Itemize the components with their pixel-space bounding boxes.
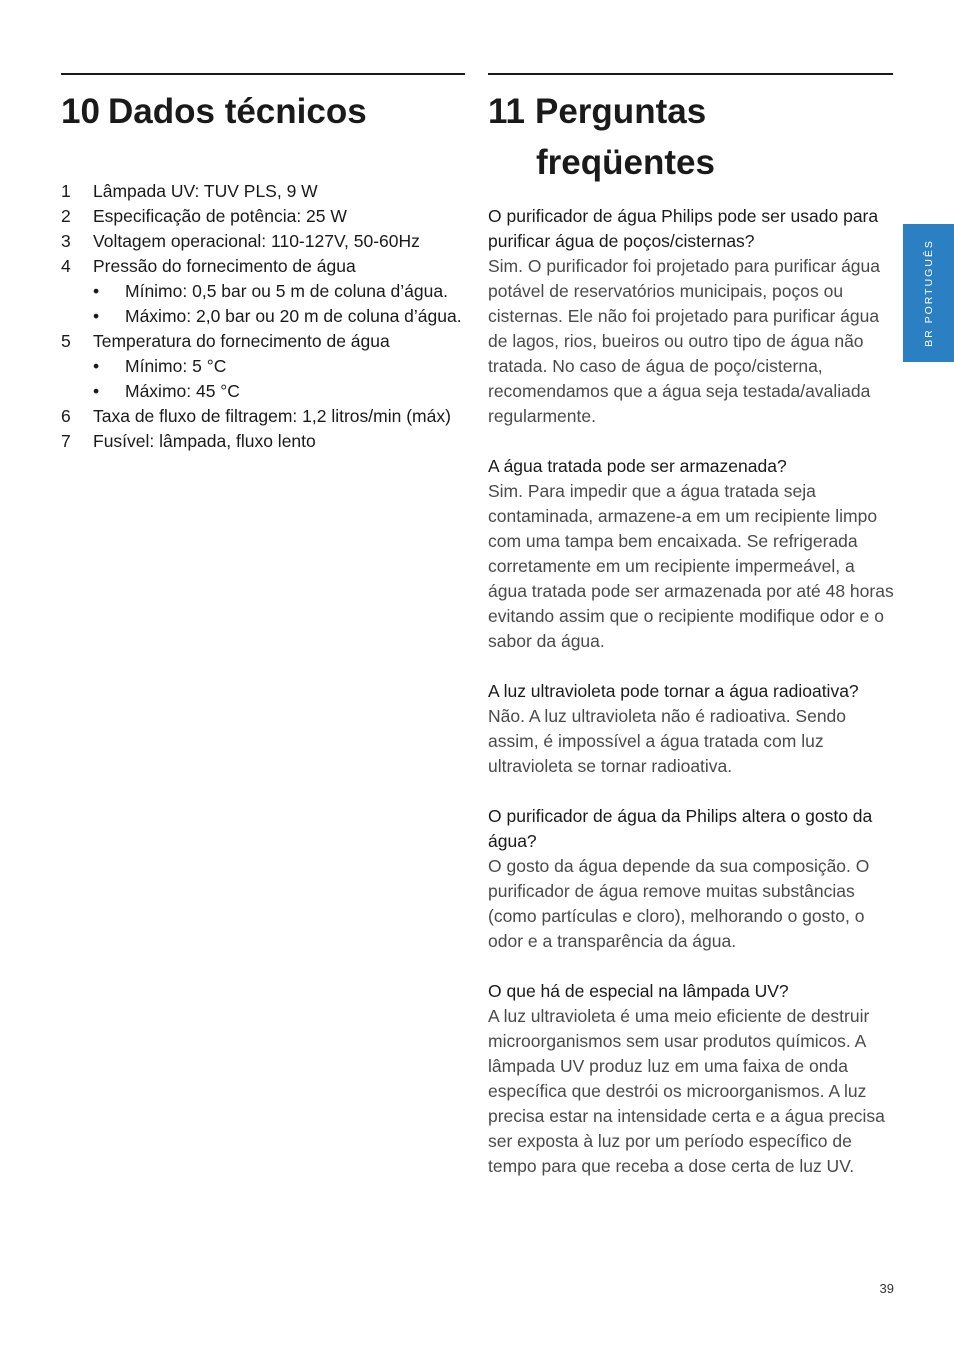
language-tab (903, 224, 954, 362)
faq-question: A água tratada pode ser armazenada? (488, 456, 787, 476)
spec-item (61, 329, 471, 354)
section-title-faq (488, 86, 715, 188)
spec-number: 6 (61, 406, 71, 426)
faq-item (488, 204, 898, 429)
faq-answer: O gosto da água depende da sua composição. O purificador de água remove muitas substâncias (como partículas e cloro), melhorando o gosto, o odor e a transparência da água. (488, 856, 870, 951)
spec-subitem (61, 279, 471, 304)
right-header-rule (488, 73, 893, 75)
faq-answer: Não. A luz ultravioleta não é radioativa. Sendo assim, é impossível a água tratada com luz ultravioleta se tornar radioativa. (488, 706, 847, 776)
section-number: 10 (61, 92, 100, 131)
spec-text: Especificação de potência: 25 W (93, 206, 347, 226)
spec-item (61, 204, 471, 229)
spec-text: Temperatura do fornecimento de água (93, 331, 390, 351)
spec-number: 1 (61, 181, 71, 201)
spec-item (61, 429, 471, 454)
spec-text: Voltagem operacional: 110-127V, 50-60Hz (93, 231, 420, 251)
faq-question: A luz ultravioleta pode tornar a água radioativa? (488, 681, 859, 701)
section-number: 11 (488, 92, 525, 131)
spec-item (61, 404, 471, 429)
faq-question: O purificador de água da Philips altera o gosto da água? (488, 806, 873, 851)
bullet-icon: • (93, 281, 100, 301)
faq-question: O purificador de água Philips pode ser usado para purificar água de poços/cisternas? (488, 206, 879, 251)
faq-item (488, 979, 898, 1179)
faq-item (488, 679, 898, 779)
faq-question: O que há de especial na lâmpada UV? (488, 981, 789, 1001)
spec-subitem (61, 354, 471, 379)
spec-number: 5 (61, 331, 71, 351)
faq-item (488, 454, 898, 654)
spec-subitem (61, 304, 471, 329)
faq-answer: Sim. Para impedir que a água tratada seja contaminada, armazene-a em um recipiente limpo com uma tampa bem encaixada. Se refrigerada corretamente em um recipiente impermeável, a água tratada pode ser armazenada por até 48 horas evitando assim que o recipiente modifique odor e o sabor da água. (488, 481, 894, 651)
spec-subitem (61, 379, 471, 404)
spec-number: 7 (61, 431, 71, 451)
spec-text: Taxa de fluxo de filtragem: 1,2 litros/min (máx) (93, 406, 451, 426)
spec-item (61, 179, 471, 204)
bullet-icon: • (93, 306, 100, 326)
left-header-rule (61, 73, 465, 75)
spec-item (61, 229, 471, 254)
technical-specs-list (61, 179, 471, 454)
spec-text: Pressão do fornecimento de água (93, 256, 356, 276)
page-number: 39 (879, 1281, 894, 1296)
language-tab-label: BR PORTUGUÊS (922, 239, 935, 347)
faq-item (488, 804, 898, 954)
spec-subitem-text: Máximo: 45 °C (125, 381, 240, 401)
bullet-icon: • (93, 381, 100, 401)
section-title-text-line2: freqüentes (536, 143, 715, 182)
section-title-text: Perguntas (535, 92, 707, 131)
faq-answer: A luz ultravioleta é uma meio eficiente de destruir microorganismos sem usar produtos químicos. A lâmpada UV produz luz em uma faixa de onda específica que destrói os microorganismos. A luz precisa estar na intensidade certa e a água precisa ser exposta à luz por um período específico de tempo para que receba a dose certa de luz UV. (488, 1006, 885, 1176)
faq-list (488, 204, 898, 1204)
faq-answer: Sim. O purificador foi projetado para purificar água potável de reservatórios municipais, poços ou cisternas. Ele não foi projetado para purificar água de lagos, rios, bueiros ou outro tipo de água não tratada. No caso de água de poço/cisterna, recomendamos que a água seja testada/avaliada regularmente. (488, 256, 881, 426)
bullet-icon: • (93, 356, 100, 376)
spec-number: 4 (61, 256, 71, 276)
spec-subitem-text: Máximo: 2,0 bar ou 20 m de coluna d’água. (125, 306, 462, 326)
spec-item (61, 254, 471, 279)
spec-number: 3 (61, 231, 71, 251)
spec-text: Lâmpada UV: TUV PLS, 9 W (93, 181, 318, 201)
section-title-text: Dados técnicos (108, 92, 367, 131)
spec-subitem-text: Mínimo: 0,5 bar ou 5 m de coluna d’água. (125, 281, 448, 301)
spec-subitem-text: Mínimo: 5 °C (125, 356, 227, 376)
spec-number: 2 (61, 206, 71, 226)
spec-text: Fusível: lâmpada, fluxo lento (93, 431, 316, 451)
section-title-technical-data (61, 86, 367, 137)
